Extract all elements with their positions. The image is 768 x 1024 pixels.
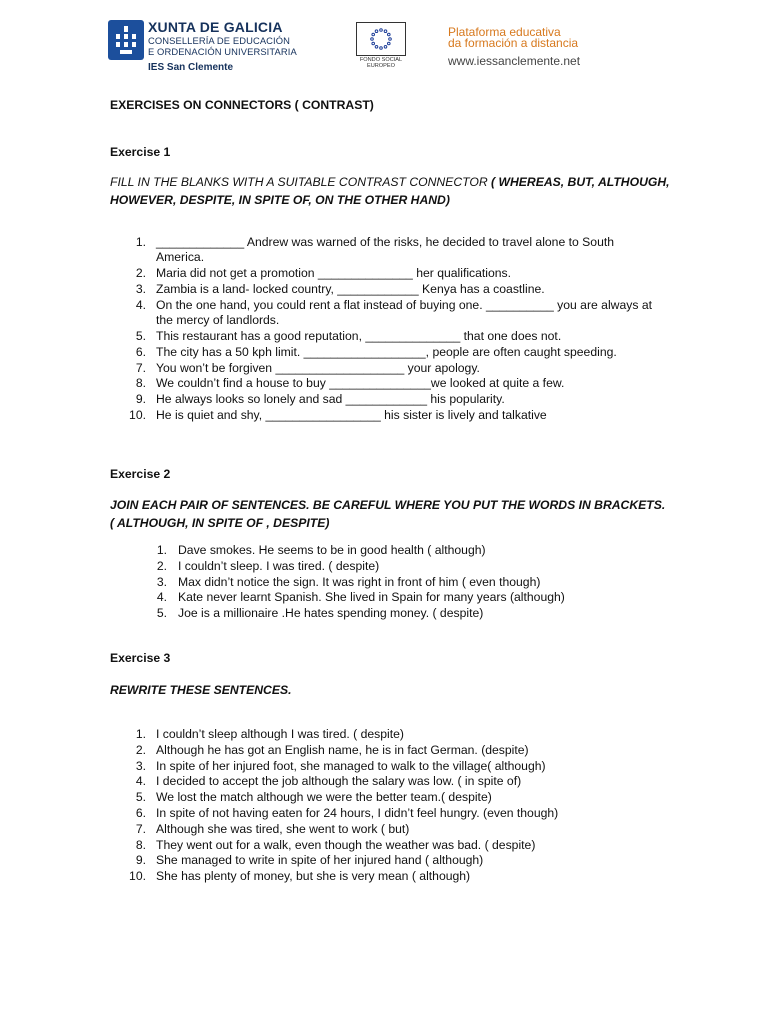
exercise1-heading: Exercise 1 xyxy=(110,145,171,159)
exercise1-item xyxy=(110,235,660,266)
item-number: 9. xyxy=(135,392,146,407)
exercise3-item xyxy=(110,774,660,789)
website-url: www.iessanclemente.net xyxy=(448,54,581,68)
exercise3-list xyxy=(110,727,660,885)
eu-flag-icon xyxy=(356,22,406,56)
item-text: The city has a 50 kph limit. __________________, people are often caught speeding. xyxy=(156,344,617,359)
exercise3-item xyxy=(110,743,660,758)
exercise3-item xyxy=(110,853,660,868)
item-number: 4. xyxy=(135,774,146,789)
item-text: I decided to accept the job although the salary was low. ( in spite of) xyxy=(156,774,522,789)
school-name: IES San Clemente xyxy=(148,62,234,73)
item-number: 10. xyxy=(129,869,146,884)
exercise1-item xyxy=(110,345,660,360)
exercise2-list xyxy=(110,543,660,622)
exercise3-heading: Exercise 3 xyxy=(110,651,171,665)
item-text: You won’t be forgiven ___________________ your apology. xyxy=(156,360,480,375)
item-number: 3. xyxy=(135,282,146,296)
item-number: 5. xyxy=(135,329,146,343)
item-text: In spite of her injured foot, she managed to walk to the village( although) xyxy=(156,758,546,773)
exercise2-item xyxy=(110,575,660,590)
item-text: He is quiet and shy, _________________ his sister is lively and talkative xyxy=(156,407,547,422)
exercise3-item xyxy=(110,727,660,742)
item-text: Dave smokes. He seems to be in good health ( although) xyxy=(178,543,486,557)
item-text: Maria did not get a promotion ______________ her qualifications. xyxy=(156,266,512,281)
exercise1-item xyxy=(110,361,660,376)
item-text: Zambia is a land- locked country, ____________ Kenya has a coastline. xyxy=(156,282,545,296)
eu-caption-line1: FONDO SOCIAL xyxy=(359,57,403,63)
exercise1-instruction xyxy=(110,173,670,209)
exercise1-list xyxy=(110,235,660,424)
exercise1-item xyxy=(110,376,660,391)
exercise2-instruction: JOIN EACH PAIR OF SENTENCES. BE CAREFUL WHERE YOU PUT THE WORDS IN BRACKETS. ( ALTHOUGH, IN SPITE OF , DESPITE) xyxy=(110,498,666,530)
xunta-title: XUNTA DE GALICIA xyxy=(148,19,283,35)
exercise2-item xyxy=(110,606,660,621)
item-text: Joe is a millionaire .He hates spending money. ( despite) xyxy=(178,606,484,621)
item-text: Although he has got an English name, he is in fact German. (despite) xyxy=(156,742,529,757)
item-number: 3. xyxy=(156,574,167,589)
eu-caption-line2: EUROPEO xyxy=(367,63,395,70)
exercise3-item xyxy=(110,822,660,837)
exercise3-item xyxy=(110,806,660,821)
item-number: 2. xyxy=(156,558,167,573)
item-text: I couldn’t sleep although I was tired. ( despite) xyxy=(156,727,404,741)
item-number: 3. xyxy=(135,758,146,773)
item-text: _____________ Andrew was warned of the risks, he decided to travel alone to South America. xyxy=(156,235,615,265)
exercise1-item xyxy=(110,266,660,281)
exercise3-item xyxy=(110,759,660,774)
item-text: I couldn’t sleep. I was tired. ( despite) xyxy=(178,558,380,573)
item-text: We couldn’t find a house to buy _______________we looked at quite a few. xyxy=(156,376,565,391)
item-text: He always looks so lonely and sad ____________ his popularity. xyxy=(156,392,505,407)
item-text: Max didn’t notice the sign. It was right in front of him ( even though) xyxy=(178,574,541,589)
item-number: 1. xyxy=(135,727,146,741)
item-text: We lost the match although we were the better team.( despite) xyxy=(156,790,492,805)
item-number: 1. xyxy=(135,235,146,249)
item-text: This restaurant has a good reputation, ______________ that one does not. xyxy=(156,329,562,343)
xunta-department-line2: E ORDENACIÓN UNIVERSITARIA xyxy=(148,46,297,58)
exercise3-item xyxy=(110,838,660,853)
item-text: She managed to write in spite of her injured hand ( although) xyxy=(156,853,484,868)
item-number: 6. xyxy=(135,805,146,820)
exercise1-item xyxy=(110,329,660,344)
item-text: She has plenty of money, but she is very mean ( although) xyxy=(156,869,471,884)
item-number: 1. xyxy=(156,543,167,557)
exercise3-item xyxy=(110,869,660,884)
item-number: 8. xyxy=(135,837,146,852)
exercise2-heading: Exercise 2 xyxy=(110,467,171,481)
exercise3-instruction: REWRITE THESE SENTENCES. xyxy=(110,683,292,697)
exercise1-item xyxy=(110,282,660,297)
item-number: 8. xyxy=(135,376,146,391)
exercise2-item xyxy=(110,543,660,558)
item-text: They went out for a walk, even though the weather was bad. ( despite) xyxy=(156,837,536,852)
xunta-department-line1: CONSELLERÍA DE EDUCACIÓN xyxy=(148,35,291,46)
item-number: 2. xyxy=(135,266,146,281)
exercise1-instruction-italic: FILL IN THE BLANKS WITH A SUITABLE CONTRAST CONNECTOR xyxy=(110,175,492,189)
exercise1-item xyxy=(110,408,660,423)
exercise3-item xyxy=(110,790,660,805)
letterhead xyxy=(108,18,668,78)
item-number: 2. xyxy=(135,742,146,757)
exercise1-item xyxy=(110,298,660,329)
xunta-coat-of-arms-icon xyxy=(108,20,144,60)
platform-name-line2: da formación a distancia xyxy=(448,36,579,50)
item-number: 6. xyxy=(135,344,146,359)
item-number: 10. xyxy=(129,407,146,422)
item-number: 5. xyxy=(156,606,167,621)
exercise1-instruction-connectors: ( WHEREAS, BUT, ALTHOUGH, HOWEVER, DESPITE, IN SPITE OF, ON THE OTHER HAND) xyxy=(110,175,670,207)
item-number: 7. xyxy=(135,821,146,836)
exercise1-item xyxy=(110,392,660,407)
item-number: 5. xyxy=(135,790,146,805)
item-number: 4. xyxy=(156,590,167,605)
item-text: Although she was tired, she went to work ( but) xyxy=(156,821,410,836)
item-text: In spite of not having eaten for 24 hours, I didn’t feel hungry. (even though) xyxy=(156,805,559,820)
exercise2-item xyxy=(110,559,660,574)
xunta-text-block xyxy=(148,20,297,57)
platform-name-line1: Plataforma educativa xyxy=(448,25,561,39)
item-number: 9. xyxy=(135,853,146,868)
item-number: 4. xyxy=(135,297,146,312)
item-text: Kate never learnt Spanish. She lived in Spain for many years (although) xyxy=(178,590,565,605)
exercise2-item xyxy=(110,590,660,605)
item-text: On the one hand, you could rent a flat instead of buying one. __________ you are always at the mercy of landlords. xyxy=(156,297,652,328)
item-number: 7. xyxy=(135,360,146,375)
eu-caption xyxy=(352,57,410,70)
document-title: EXERCISES ON CONNECTORS ( CONTRAST) xyxy=(110,98,374,112)
